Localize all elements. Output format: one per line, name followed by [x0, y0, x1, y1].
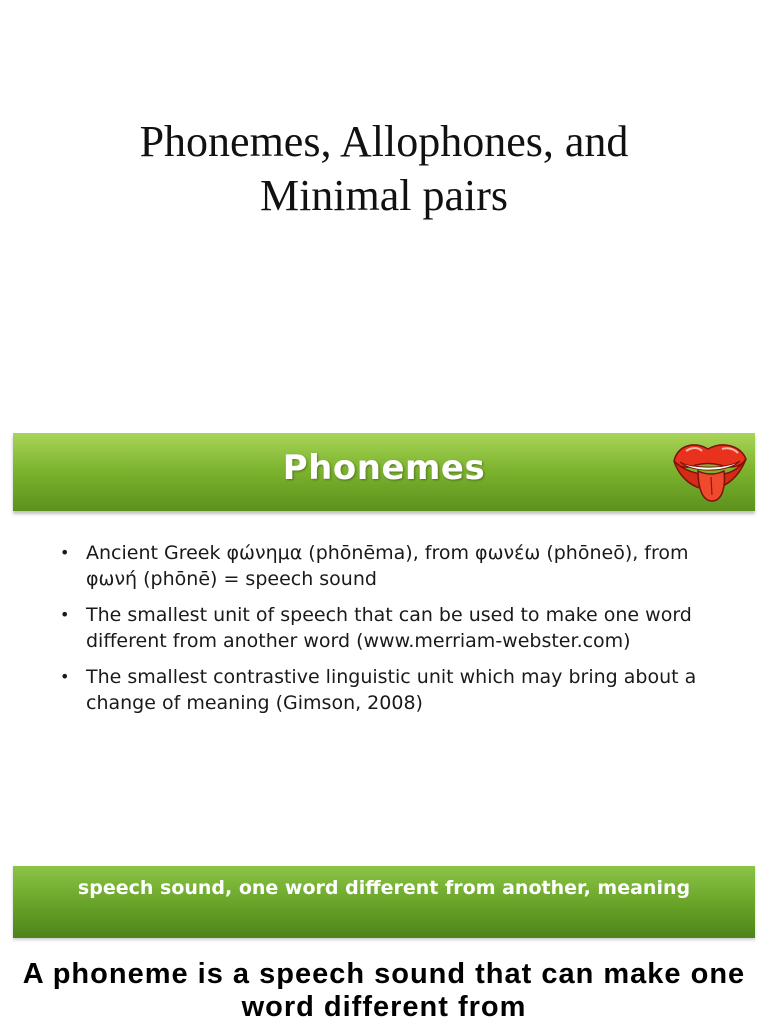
summary-text: speech sound, one word different from another, meaning [77, 877, 691, 899]
phonemes-slide [0, 400, 768, 1024]
phonemes-header-title: Phonemes [282, 448, 486, 488]
phonemes-header-bar [13, 433, 755, 511]
title-slide [0, 0, 768, 400]
list-item: • Ancient Greek φώνημα (phōnēma), from φωνέω (phōneō), from φωνή (phōnē) = speech sound [60, 540, 740, 592]
slide-title-line-2: Minimal pairs [259, 171, 509, 220]
phoneme-definition: A phoneme is a speech sound that can make one word different from [22, 958, 746, 1023]
phoneme-definitions-list [60, 540, 740, 726]
list-item: • The smallest unit of speech that can be used to make one word different from another word (www.merriam-webster.com) [60, 602, 740, 654]
slide-title-line-1: Phonemes, Allophones, and [139, 117, 629, 166]
summary-bar [13, 866, 755, 938]
slide-title [0, 115, 768, 223]
lips-tongue-icon [668, 437, 750, 505]
list-item: • The smallest contrastive linguistic unit which may bring about a change of meaning (Gimson, 2008) [60, 664, 740, 716]
